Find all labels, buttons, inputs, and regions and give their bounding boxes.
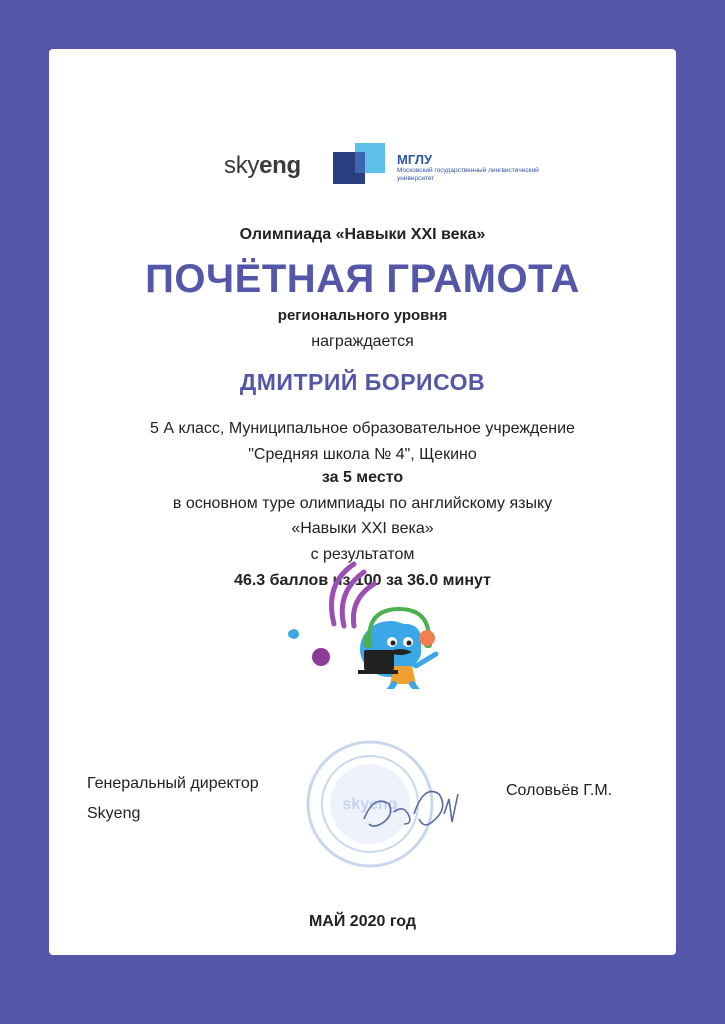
olympiad-name: Олимпиада «Навыки XXI века» [239,226,486,243]
competition-name: «Навыки XXI века» [291,520,434,537]
score-text: 46.3 баллов из 100 за 36.0 минут [234,572,491,589]
mglu-full-name: Московский государственный лингвистический университет [397,167,539,182]
signer-name: Соловьёв Г.М. [506,782,613,799]
mglu-abbreviation: МГЛУ [397,152,433,167]
certificate-date: МАЙ 2020 год [308,913,417,930]
certificate-level: регионального уровня [277,307,448,324]
director-company: Skyeng [87,805,141,822]
place-text: за 5 место [321,469,404,486]
svg-text:skyeng: skyeng [342,796,398,813]
director-block [87,769,259,829]
certificate-sheet [49,49,676,955]
awarded-label: награждается [311,333,414,350]
mglu-emblem-icon [331,143,393,185]
logo-bar [49,139,676,189]
mascot-illustration [284,554,444,689]
certificate-title: ПОЧЁТНАЯ ГРАМОТА [145,257,580,301]
tour-text: в основном туре олимпиады по английскому языку [172,495,553,512]
signature-image [354,774,474,844]
recipient-details: 5 А класс, Муниципальное образовательное учреждение "Средняя школа № 4", Щекино [150,420,575,463]
skyeng-logo-prefix: sky [224,152,260,179]
director-position: Генеральный директор [87,775,259,792]
mglu-logo [331,143,561,185]
result-label: с результатом [310,546,415,563]
recipient-name: ДМИТРИЙ БОРИСОВ [239,369,486,395]
skyeng-logo-suffix: eng [259,152,301,179]
skyeng-logo [224,152,301,180]
